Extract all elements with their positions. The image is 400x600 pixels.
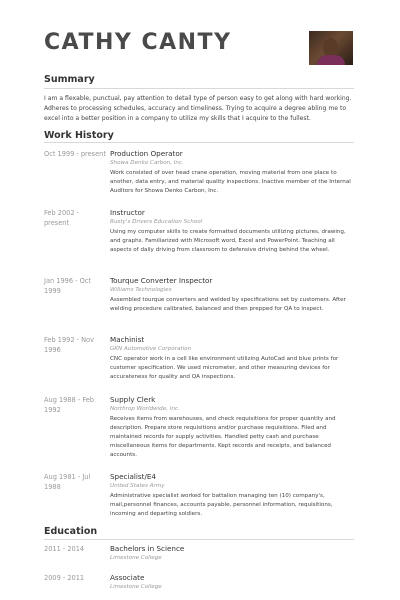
job-description: Work consisted of over head crane operation, moving material from one place to another, data entry, and material quality inspections. Inactive member of the Internal Auditors for Showa Denko Carbon, Inc. <box>110 170 351 194</box>
job-dates: Feb 1992 - Nov 1996 <box>44 336 94 354</box>
work-history-divider <box>44 142 354 143</box>
job-title: Supply Clerk <box>110 395 156 404</box>
job-title: Machinist <box>110 335 145 344</box>
education-heading: Education <box>44 526 98 537</box>
education-dates: 2011 - 2014 <box>44 545 85 553</box>
education-degree: Bachelors in Science <box>110 544 185 553</box>
job-dates: Aug 1988 - Feb 1992 <box>44 396 94 414</box>
job-company: Northrop Worldwide, Inc. <box>110 406 180 412</box>
candidate-name: CATHY CANTY <box>44 30 232 55</box>
job-dates: Jan 1996 - Oct 1999 <box>44 277 92 295</box>
job-description: Receives items from warehouses, and check requisitions for proper quantity and description. Prepare store requisitions and/or purchase requisitions. Filed and maintained records for supply activities. Handled petty cash and purchase miscellaneous items for departments. Kept records and receipts, and balanced accounts. <box>110 416 336 458</box>
education-degree: Associate <box>110 573 145 582</box>
job-description: Administrative specialist worked for battalion managing ten (10) company's, mail,personnel finances, accounts payable, personnel information, requisitions, incoming and departing soldiers. <box>110 493 333 517</box>
job-description: Assembled tourque converters and welded by specifications set by customers. After welding procedure calibrated, balanced and then prepped for QA to inspect. <box>110 297 346 312</box>
job-company: GKN Automotive Corporation <box>110 346 192 352</box>
job-company: Rusty's Drivers Education School <box>110 219 203 225</box>
job-company: United States Army <box>110 483 165 489</box>
education-school: Limestone College <box>110 584 162 590</box>
job-title: Production Operator <box>110 149 183 158</box>
job-dates: Feb 2002 - present <box>44 209 80 227</box>
job-company: Showa Denko Carbon, Inc. <box>110 160 184 166</box>
education-divider <box>44 539 354 540</box>
profile-photo <box>309 31 353 65</box>
photo-shirt <box>317 55 345 65</box>
job-title: Instructor <box>110 208 145 217</box>
summary-heading: Summary <box>44 74 95 85</box>
job-title: Tourque Converter Inspector <box>110 276 213 285</box>
job-dates: Oct 1999 - present <box>44 150 106 158</box>
education-school: Limestone College <box>110 555 162 561</box>
summary-divider <box>44 88 354 89</box>
job-description: CNC operator work in a cell like environment utilizing AutoCad and blue prints for customer specification. We used micrometer, and other measuring devices for accurateness for quality and QA inspections. <box>110 356 339 380</box>
work-history-heading: Work History <box>44 130 114 141</box>
education-dates: 2009 - 2011 <box>44 574 85 582</box>
job-dates: Aug 1981 - Jul 1988 <box>44 473 91 491</box>
job-company: Williams Technologies <box>110 287 172 293</box>
job-description: Using my computer skills to create formatted documents utilizing pictures, drawing, and graphs. Familiarized with Microsoft word, Excel and PowerPoint. Teaching all aspects of daily driving from classroom to defensive driving behind the wheel. <box>110 229 346 253</box>
summary-text: I am a flexable, punctual, pay attention to detail type of person easy to get along with hard working. Adheres to processing schedules, accuracy and timeliness. Trying to acquire a degree abling me to excel into a better position in a company to utilize my skills that I acquire to the fullest. <box>44 95 352 122</box>
job-title: Specialist/E4 <box>110 472 156 481</box>
